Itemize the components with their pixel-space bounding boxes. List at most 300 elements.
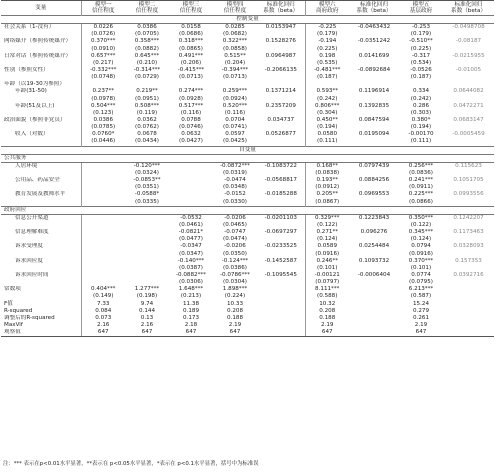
table-cell <box>443 74 494 81</box>
table-row <box>1 222 494 229</box>
section-label: 自变量 <box>1 146 494 154</box>
column-header: 标准化回归 系数（beta） <box>443 1 494 16</box>
table-cell: 0.645*** <box>134 52 160 59</box>
table-cell: -0.00121 <box>305 272 349 279</box>
table-cell: 0.0386 <box>81 117 125 124</box>
table-cell: 8.111*** <box>305 286 349 293</box>
table-cell: 0.208 <box>305 308 349 315</box>
table-cell <box>349 308 399 315</box>
table-cell: 0.246** <box>305 258 349 265</box>
table-cell: 0.0683147 <box>453 117 484 124</box>
table-cell: 647 <box>125 329 169 337</box>
table-row <box>1 162 494 170</box>
table-cell: -0.0206 <box>224 214 246 221</box>
table-cell: 0.241*** <box>408 177 434 184</box>
table-cell: (0.0729) <box>135 74 159 81</box>
table-cell: 0.520*** <box>222 102 248 109</box>
table-cell: (0.0713) <box>223 74 247 81</box>
table-row <box>1 88 494 95</box>
table-cell: 0.157353 <box>455 257 482 264</box>
table-cell: (0.179) <box>305 31 349 38</box>
table-cell: 0.0328093 <box>453 243 484 250</box>
table-cell: 647 <box>81 329 125 337</box>
table-cell <box>1 74 81 81</box>
table-row <box>1 60 494 67</box>
table-cell: 647 <box>213 329 257 337</box>
table-cell: -0.1095545 <box>264 271 297 278</box>
table-cell: (0.0682) <box>223 31 247 38</box>
table-row <box>1 46 494 53</box>
table-cell: -0.0532 <box>180 214 202 221</box>
table-cell <box>349 222 399 229</box>
table-cell: 0.219** <box>136 88 158 95</box>
table-cell: 人居环境 <box>15 162 38 169</box>
table-cell: 0.593** <box>305 88 349 95</box>
table-cell: 收入（对数） <box>15 131 49 138</box>
table-cell: 0.189 <box>182 307 199 314</box>
table-cell <box>1 199 81 207</box>
table-cell: 0.318*** <box>178 38 204 45</box>
table-row <box>1 24 494 32</box>
table-cell <box>349 124 399 131</box>
table-cell: 0.0153947 <box>265 24 296 31</box>
table-cell: 0.0254484 <box>358 243 390 250</box>
table-cell <box>1 110 81 117</box>
table-cell: (0.0762) <box>135 124 159 131</box>
table-cell <box>125 81 169 88</box>
table-cell <box>1 251 81 258</box>
table-cell: -0.0872*** <box>220 162 250 169</box>
table-cell <box>443 222 494 229</box>
table-cell: (0.0911) <box>409 184 433 191</box>
table-cell: 0.237** <box>81 88 125 95</box>
table-cell: (0.111) <box>410 138 432 145</box>
table-cell: 0.0392716 <box>453 271 484 278</box>
table-cell: (0.0912) <box>305 184 349 191</box>
table-row <box>1 243 494 250</box>
table-cell: -0.0152 <box>224 191 246 198</box>
table-cell <box>257 199 305 207</box>
table-cell: 0.0597 <box>225 131 245 138</box>
table-cell: (0.224) <box>224 293 246 300</box>
table-cell <box>443 199 494 207</box>
table-cell: -0.0185288 <box>264 191 297 198</box>
table-row <box>1 191 494 198</box>
table-cell <box>169 162 213 170</box>
table-cell: 0.084 <box>81 308 125 315</box>
table-cell: (0.534) <box>410 59 432 66</box>
table-cell: 0.225*** <box>408 191 434 198</box>
table-cell: 647 <box>305 329 349 337</box>
table-row <box>1 279 494 286</box>
section-label: 控制变量 <box>1 16 494 24</box>
table-cell: -0.225 <box>305 24 349 32</box>
table-cell <box>349 315 399 322</box>
table-row <box>1 184 494 191</box>
table-cell: 0.370*** <box>81 38 125 45</box>
table-cell <box>81 272 125 279</box>
table-cell: -0.0351242 <box>357 38 391 45</box>
table-cell <box>81 184 125 191</box>
section-header-row <box>1 206 494 214</box>
table-cell: (0.0686) <box>179 31 203 38</box>
table-cell: (0.122) <box>305 222 349 229</box>
table-cell: -0.194 <box>305 38 349 45</box>
column-header: 标准化回归 系数（beta） <box>257 1 305 16</box>
table-cell: 0.0472271 <box>453 102 484 109</box>
table-cell <box>257 138 305 146</box>
table-cell <box>125 265 169 272</box>
table-cell: 0.657*** <box>81 53 125 60</box>
table-row <box>1 67 494 74</box>
table-cell: 1.277*** <box>134 286 160 293</box>
table-cell <box>257 96 305 103</box>
table-cell: (0.0386) <box>223 264 247 271</box>
table-cell: -0.253 <box>411 24 431 31</box>
table-cell: 9.74 <box>140 300 154 307</box>
table-header-row <box>1 1 494 16</box>
table-cell: 0.261 <box>412 314 429 321</box>
table-cell: -0.120*** <box>133 162 161 169</box>
table-cell: (0.0477) <box>179 236 203 243</box>
table-cell: 0.0195094 <box>358 131 390 138</box>
table-cell: 0.1223843 <box>358 214 390 221</box>
table-cell: 政治面貌（参照非党员） <box>4 117 66 124</box>
table-cell <box>257 184 305 191</box>
table-cell: 0.0362 <box>137 117 157 124</box>
table-cell <box>125 258 169 265</box>
table-cell: -0.0474 <box>224 177 246 184</box>
table-cell <box>257 31 305 38</box>
table-cell <box>81 265 125 272</box>
table-cell: 1.648*** <box>178 286 204 293</box>
table-cell: (0.123) <box>81 110 125 117</box>
table-row <box>1 199 494 207</box>
table-cell: 0.193** <box>305 177 349 184</box>
table-cell <box>443 329 494 337</box>
table-row <box>1 124 494 131</box>
table-cell <box>443 46 494 53</box>
table-cell <box>349 138 399 146</box>
table-cell: 0.1371214 <box>265 88 296 95</box>
table-cell: 0.259*** <box>222 88 248 95</box>
table-row <box>1 315 494 322</box>
table-cell: 10.33 <box>226 300 243 307</box>
table-cell <box>349 184 399 191</box>
table-row <box>1 251 494 258</box>
column-header: 变量 <box>1 1 81 16</box>
table-cell: -0.1452587 <box>264 257 297 264</box>
table-cell: (0.0446) <box>81 138 125 146</box>
table-cell: (0.0797) <box>305 279 349 286</box>
table-cell: (0.101) <box>305 265 349 272</box>
table-cell: 诉求回应度 <box>15 257 43 264</box>
table-cell: -0.0201103 <box>264 214 297 221</box>
table-cell: (0.0474) <box>223 236 247 243</box>
table-cell <box>349 322 399 329</box>
table-cell <box>349 265 399 272</box>
table-cell <box>349 251 399 258</box>
table-cell: 0.205** <box>305 191 349 198</box>
table-cell <box>443 170 494 177</box>
table-cell: (0.0705) <box>135 31 159 38</box>
table-row <box>1 286 494 293</box>
table-cell: 647 <box>399 329 443 337</box>
table-cell <box>125 214 169 222</box>
table-cell: -0.0821* <box>178 229 204 236</box>
table-cell <box>443 60 494 67</box>
table-cell <box>399 81 443 88</box>
table-cell: 0.274*** <box>178 88 204 95</box>
table-cell <box>349 60 399 67</box>
table-cell <box>1 222 81 229</box>
table-cell: -0.415*** <box>177 67 205 74</box>
table-cell <box>1 46 81 53</box>
table-cell: 0.0993556 <box>453 191 484 198</box>
table-cell: (0.187) <box>410 74 432 81</box>
table-cell <box>257 222 305 229</box>
table-cell <box>349 293 399 300</box>
table-cell <box>443 308 494 315</box>
table-cell: (0.0306) <box>179 279 203 286</box>
table-cell: 教育发展及教师水平 <box>15 191 66 198</box>
table-cell <box>81 214 125 222</box>
table-cell: 0.188 <box>226 314 243 321</box>
table-cell: 0.334 <box>412 88 429 95</box>
table-cell <box>443 110 494 117</box>
table-cell: (0.179) <box>410 31 432 38</box>
table-cell: 0.073 <box>81 315 125 322</box>
table-cell: 公用品、药品安全 <box>15 177 60 184</box>
table-cell: 常数项 <box>4 286 21 293</box>
table-cell: 0.115623 <box>455 162 482 169</box>
table-cell: (0.0387) <box>179 264 203 271</box>
table-row <box>1 170 494 177</box>
table-cell <box>257 110 305 117</box>
table-cell <box>81 177 125 184</box>
table-cell <box>1 236 81 243</box>
table-cell: -0.0853** <box>133 177 161 184</box>
table-cell <box>349 170 399 177</box>
table-cell: (0.0741) <box>223 124 247 131</box>
table-cell <box>169 177 213 184</box>
table-cell: 网络媒介（参照传统媒介） <box>4 38 72 45</box>
table-cell: (0.101) <box>410 264 432 271</box>
table-cell: -0.317 <box>411 52 431 59</box>
table-cell: 0.508*** <box>134 102 160 109</box>
table-cell: 0.0526877 <box>265 131 296 138</box>
table-cell: 0.0589 <box>305 243 349 250</box>
table-cell <box>257 60 305 67</box>
column-header: 模型三 信任程度 <box>169 1 213 16</box>
table-cell: 1.898*** <box>222 286 248 293</box>
table-row <box>1 258 494 265</box>
table-cell: -0.0882*** <box>176 271 206 278</box>
table-cell: -0.481*** <box>305 67 349 74</box>
table-row <box>1 81 494 88</box>
table-cell <box>257 74 305 81</box>
table-cell <box>1 31 81 38</box>
table-cell <box>257 329 305 337</box>
table-cell: (0.0461) <box>179 222 203 228</box>
table-row <box>1 236 494 243</box>
table-cell <box>81 243 125 250</box>
table-cell: MaxVif <box>4 321 23 328</box>
table-cell: 0.404*** <box>81 286 125 293</box>
table-cell: -0.0233525 <box>264 243 297 250</box>
table-cell: 0.491*** <box>178 52 204 59</box>
table-cell: (0.0951) <box>135 95 159 102</box>
table-cell: 0.0794 <box>411 243 431 250</box>
table-cell: (0.0978) <box>81 96 125 103</box>
table-cell: (0.194) <box>305 124 349 131</box>
table-cell: F值 <box>4 300 13 307</box>
table-cell <box>349 31 399 38</box>
table-cell <box>1 138 81 146</box>
table-cell: R-squared <box>4 307 33 314</box>
table-cell: (0.213) <box>180 293 202 300</box>
table-cell: (0.122) <box>410 222 432 228</box>
table-cell <box>257 293 305 300</box>
table-cell: (0.225) <box>305 46 349 53</box>
table-cell: 10.32 <box>305 300 349 307</box>
table-cell <box>349 329 399 337</box>
table-cell <box>443 293 494 300</box>
table-cell: (0.124) <box>410 236 432 243</box>
table-cell: (0.0319) <box>223 170 247 177</box>
table-cell <box>443 31 494 38</box>
table-cell: -0.0006404 <box>357 271 391 278</box>
table-row <box>1 265 494 272</box>
table-cell: 0.0884256 <box>358 177 390 184</box>
table-cell: 0.144 <box>138 307 155 314</box>
table-cell: 7.33 <box>81 300 125 307</box>
table-cell: 0.168** <box>305 162 349 170</box>
table-cell: (0.0865) <box>179 45 203 52</box>
table-cell: 2.18 <box>184 321 198 328</box>
table-cell: -0.0526 <box>410 67 432 74</box>
column-header: 模型一 信任程度 <box>81 1 125 16</box>
table-cell <box>125 279 169 286</box>
table-cell: 信息理解难度 <box>15 229 49 236</box>
table-row <box>1 38 494 45</box>
table-cell: 0.1242207 <box>453 214 484 221</box>
table-cell: 0.0632 <box>181 131 201 138</box>
table-cell <box>257 300 305 307</box>
table-cell: -0.332*** <box>81 67 125 74</box>
table-cell: 0.358*** <box>134 38 160 45</box>
table-cell: 0.208 <box>226 307 243 314</box>
table-cell: 0.096276 <box>360 229 388 236</box>
table-cell <box>81 191 125 198</box>
table-cell <box>443 138 494 146</box>
table-cell: 0.517*** <box>178 102 204 109</box>
table-cell <box>257 308 305 315</box>
table-cell: -0.0005459 <box>452 131 485 138</box>
table-cell <box>125 222 169 229</box>
table-cell <box>257 286 305 293</box>
table-row <box>1 300 494 307</box>
table-row <box>1 103 494 110</box>
table-cell: (0.0838) <box>305 170 349 177</box>
table-row <box>1 53 494 60</box>
table-row <box>1 138 494 146</box>
table-cell: -0.0892684 <box>357 67 391 74</box>
table-cell: (0.0425) <box>223 138 247 145</box>
table-cell: (0.0746) <box>179 124 203 131</box>
table-cell: 调整后的R-squared <box>4 314 55 321</box>
table-cell: (0.0351) <box>135 184 159 191</box>
table-cell <box>257 236 305 243</box>
table-cell: (0.225) <box>410 45 432 52</box>
table-cell: -0.0786*** <box>220 271 250 278</box>
table-cell <box>349 279 399 286</box>
table-cell <box>349 110 399 117</box>
table-cell <box>1 184 81 191</box>
table-cell: 2.19 <box>305 322 349 329</box>
table-cell <box>257 81 305 88</box>
table-cell <box>257 279 305 286</box>
table-cell <box>443 265 494 272</box>
table-cell <box>1 265 81 272</box>
table-cell <box>1 96 81 103</box>
table-cell <box>257 251 305 258</box>
table-cell: 0.450** <box>305 117 349 124</box>
table-row <box>1 131 494 138</box>
table-cell: (0.0882) <box>135 45 159 52</box>
table-cell: 0.0226 <box>81 24 125 32</box>
table-row <box>1 229 494 236</box>
table-cell: -0.124*** <box>221 257 249 264</box>
table-cell: -0.0747 <box>224 229 246 236</box>
table-row <box>1 110 494 117</box>
table-cell: 2.19 <box>228 321 242 328</box>
table-cell: (0.0347) <box>179 250 203 257</box>
table-row <box>1 96 494 103</box>
table-row <box>1 308 494 315</box>
table-cell <box>1 170 81 177</box>
table-cell <box>125 243 169 250</box>
table-cell <box>305 81 349 88</box>
table-cell: (0.0916) <box>409 250 433 257</box>
table-cell <box>81 199 125 207</box>
table-cell: -0.394*** <box>221 67 249 74</box>
table-cell <box>349 96 399 103</box>
table-cell: 0.0847594 <box>358 117 390 124</box>
table-cell: (0.0795) <box>409 279 433 286</box>
table-cell <box>81 229 125 236</box>
table-cell <box>213 81 257 88</box>
table-cell: -0.140*** <box>177 257 205 264</box>
table-cell: (0.116) <box>180 109 202 116</box>
table-cell: 社会关系（1-没有） <box>4 24 55 31</box>
table-cell <box>443 315 494 322</box>
table-cell: (0.0836) <box>409 170 433 177</box>
table-cell <box>443 81 494 88</box>
table-cell: (0.206) <box>180 59 202 66</box>
table-cell: (0.0304) <box>223 279 247 286</box>
table-cell: 6.213*** <box>408 286 434 293</box>
table-cell <box>443 300 494 307</box>
section-header-row <box>1 16 494 24</box>
table-cell: 2.16 <box>140 321 154 328</box>
table-cell <box>81 222 125 229</box>
table-cell: -0.0215955 <box>452 52 485 59</box>
table-cell: -0.0588* <box>134 191 160 198</box>
table-cell: 年龄（以19-30为参照） <box>4 81 66 88</box>
table-cell: 0.0285 <box>225 24 245 31</box>
table-cell: 0.1051705 <box>453 177 484 184</box>
